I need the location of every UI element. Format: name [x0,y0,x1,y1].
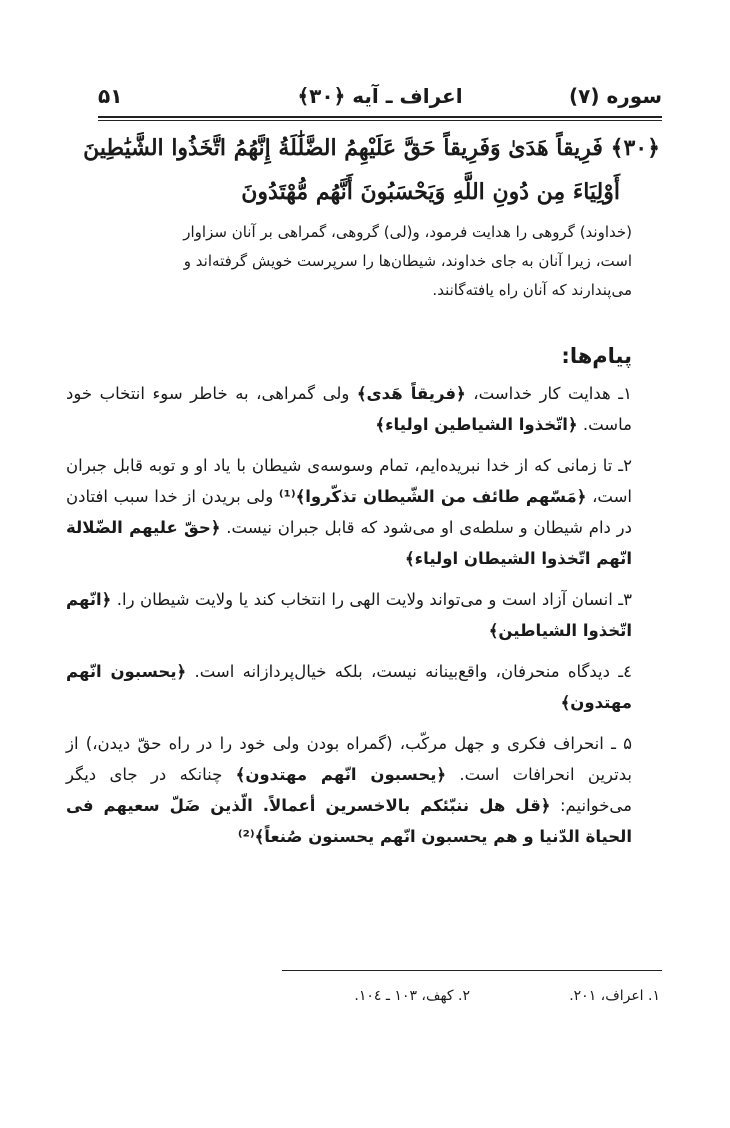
verse-quote: ﴿یحسبون انّهم مهتدون﴾ [235,765,447,784]
message-item-4 [66,656,632,718]
messages-list [66,378,632,862]
verse-quote: ﴿یحسبون انّهم مهتدون﴾ [66,662,632,712]
messages-heading: پیام‌ها: [561,344,632,368]
quran-verse-line-1: ﴿۳۰﴾ فَرِيقاً هَدَىٰ وَفَرِيقاً حَقَّ عَلَيْهِمُ الضَّلَٰلَةُ إِنَّهُمُ اتَّخَذُوا الشَّيَٰطِينَ [83,135,660,161]
footnote-1: ۱. اعراف، ۲۰۱. [569,988,660,1004]
message-text: ۳ـ انسان آزاد است و می‌تواند ولایت الهی را انتخاب کند یا ولایت شیطان را. [111,590,632,609]
translation-line-2: است، زیرا آنان به جای خداوند، شیطان‌ها را سرپرست خویش گرفته‌اند و [183,252,632,270]
verse-quote: ﴿فریقاً هَدی﴾ [356,384,466,403]
verse-quote: ﴿مَسّهم طائف من الشّیطان تذکّروا﴾⁽¹⁾ [278,487,587,506]
message-text: ۵ ـ انحراف فکری و جهل مرکّب، (گمراه بودن ولی خود را در راه حقّ دیدن،) از بدترین انحرافات است. [66,734,632,784]
message-item-5 [66,728,632,852]
header-rule-thin [98,120,662,121]
translation-line-1: (خداوند) گروهی را هدایت فرمود، و(لی) گروهی، گمراهی بر آنان سزاوار [183,223,632,241]
ayah-reference: اعراف ـ آیه ﴿۳۰﴾ [297,84,463,108]
translation-line-3: می‌پندارند که آنان راه یافته‌گانند. [432,281,632,299]
message-text: ٤ـ دیدگاه منحرفان، واقع‌بینانه نیست، بلکه خیال‌پردازانه است. [186,662,632,681]
page-number: ۵۱ [98,84,123,108]
message-text: ولی گمراهی، به خاطر سوء انتخاب خود ماست. [66,384,632,434]
verse-quote: ﴿حقّ علیهم الضّلالة انّهم اتّخذوا الشیطان اولیاء﴾ [66,518,632,568]
verse-quote: ﴿انّهم اتّخذوا الشیاطین﴾ [66,590,632,640]
message-text: ۱ـ هدایت کار خداست، [465,384,632,403]
message-item-2 [66,450,632,574]
quran-verse-line-2: أَوْلِيَاءَ مِن دُونِ اللَّهِ وَيَحْسَبُونَ أَنَّهُم مُّهْتَدُونَ [241,179,620,205]
message-item-3 [66,584,632,646]
footnote-2: ۲. کهف، ۱۰۳ ـ ۱۰٤. [354,988,470,1004]
message-text: چنانکه در جای دیگر می‌خوانیم: [66,765,632,815]
verse-quote: ﴿قل هل ننبّئکم بالاخسرین أعمالاً. الّذین ضَلّ سعیهم فی الحیاة الدّنیا و هم یحسبون انّهم یحسنون صُنعاً﴾⁽²⁾ [66,796,632,846]
footnote-rule [282,970,662,971]
message-text: ولی بریدن از خدا سبب افتادن در دام شیطان و سلطه‌ی او می‌شود که قابل جبران نیست. [66,487,632,537]
verse-quote: ﴿اتّخذوا الشیاطین اولیاء﴾ [375,415,578,434]
page-header [98,84,662,114]
message-item-1 [66,378,632,440]
header-rule [98,116,662,118]
message-text: ۲ـ تا زمانی که از خدا نبریده‌ایم، تمام وسوسه‌ی شیطان با یاد او و توبه قابل جبران است، [66,456,633,506]
surah-label: سوره (۷) [569,84,662,108]
verse-translation [102,218,632,305]
